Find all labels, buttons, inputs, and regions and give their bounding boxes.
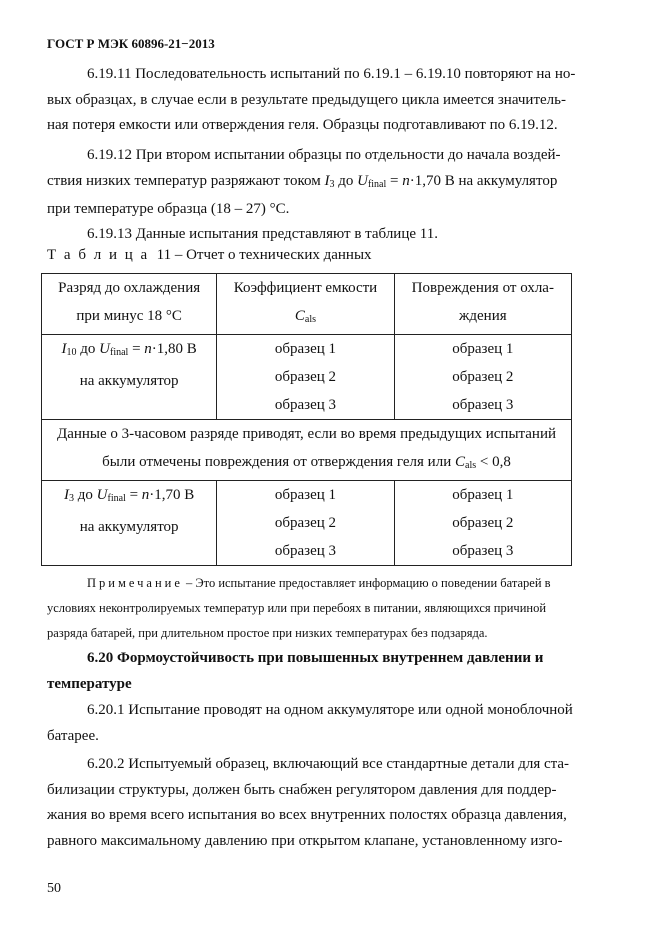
paragraph-6-19-12 xyxy=(47,143,600,223)
table-row xyxy=(42,481,572,566)
table-cell: образец 1 образец 2 образец 3 xyxy=(217,481,394,566)
page-number: 50 xyxy=(47,881,61,896)
technical-data-table xyxy=(41,273,572,566)
table-cell: $I_{10}$ до $U_{final} = n\cdot 1,80$ В на аккумулятор xyxy=(42,335,217,420)
table-cell: образец 1 образец 2 образец 3 xyxy=(217,335,394,420)
text-line: 6.19.11 Последовательность испытаний по 6.19.1 – 6.19.10 повторяют на но- xyxy=(87,66,576,82)
table-row xyxy=(42,335,572,420)
standard-header: ГОСТ Р МЭК 60896-21−2013 xyxy=(47,36,215,51)
text-line: при температуре образца (18 – 27) °С. xyxy=(47,201,290,217)
table-span-row xyxy=(42,420,572,481)
table-header-row xyxy=(42,274,572,335)
header-cell-damage: Повреждения от охла- ждения xyxy=(394,274,571,335)
text-line: 6.19.12 При втором испытании образцы по отдельности до начала воздей- xyxy=(87,147,561,163)
table-cell: образец 1 образец 2 образец 3 xyxy=(394,481,571,566)
table-caption-text: 11 – Отчет о технических данных xyxy=(156,247,372,263)
header-cell-capacity-coefficient: Коэффициент емкости $C_{als}$ xyxy=(217,274,394,335)
symbol-I: I xyxy=(324,172,330,189)
symbol-U: U xyxy=(357,172,368,189)
paragraph-6-20-2: 6.20.2 Испытуемый образец, включающий все стандартные детали для ста- билизации структуры, должен быть снабжен регулятором давления для поддер- жания во время всего испытания во всех внутренних полостях образца давления, равного максимальному давлению при открытом клапане, установленному изго- xyxy=(47,756,570,849)
paragraph-6-19-13: 6.19.13 Данные испытания представляют в таблице 11. xyxy=(87,226,438,242)
table-cell-span: Данные о 3-часовом разряде приводят, если во время предыдущих испытаний были отмечены повреждения от отверждения геля или $C_{als} < 0,8$ xyxy=(42,420,572,481)
paragraph-6-20-1: 6.20.1 Испытание проводят на одном аккумуляторе или одной моноблочной батарее. xyxy=(47,702,573,744)
table-caption-label: Т а б л и ц а xyxy=(47,247,150,263)
table-caption xyxy=(47,247,372,264)
symbol-n: n xyxy=(402,172,410,189)
text-line: ная потеря емкости или отверждения геля. Образцы подготавливают по 6.19.12. xyxy=(47,117,558,133)
table-note: Примечание – Это испытание предоставляет информацию о поведении батарей в условиях неконтролируемых температур или при перебоях в питании, являющихся причиной разряда батарей, при длительном простое при низких температурах без подзаряда. xyxy=(47,576,551,640)
text-line: ствия низких температур разряжают током $I_3$ до $U_{final} = n\cdot 1,70$ В на аккумулятор xyxy=(47,172,558,190)
section-title-6-20: 6.20 Формоустойчивость при повышенных внутреннем давлении и температуре xyxy=(47,650,544,692)
header-cell-discharge: Разряд до охлаждения при минус 18 °С xyxy=(42,274,217,335)
note-label: Примечание xyxy=(87,576,183,590)
table-cell: $I_3$ до $U_{final} = n\cdot 1,70$ В на аккумулятор xyxy=(42,481,217,566)
table-cell: образец 1 образец 2 образец 3 xyxy=(394,335,571,420)
text-line: вых образцах, в случае если в результате предыдущего цикла имеется значитель- xyxy=(47,91,566,108)
paragraph-6-19-11 xyxy=(47,62,600,139)
